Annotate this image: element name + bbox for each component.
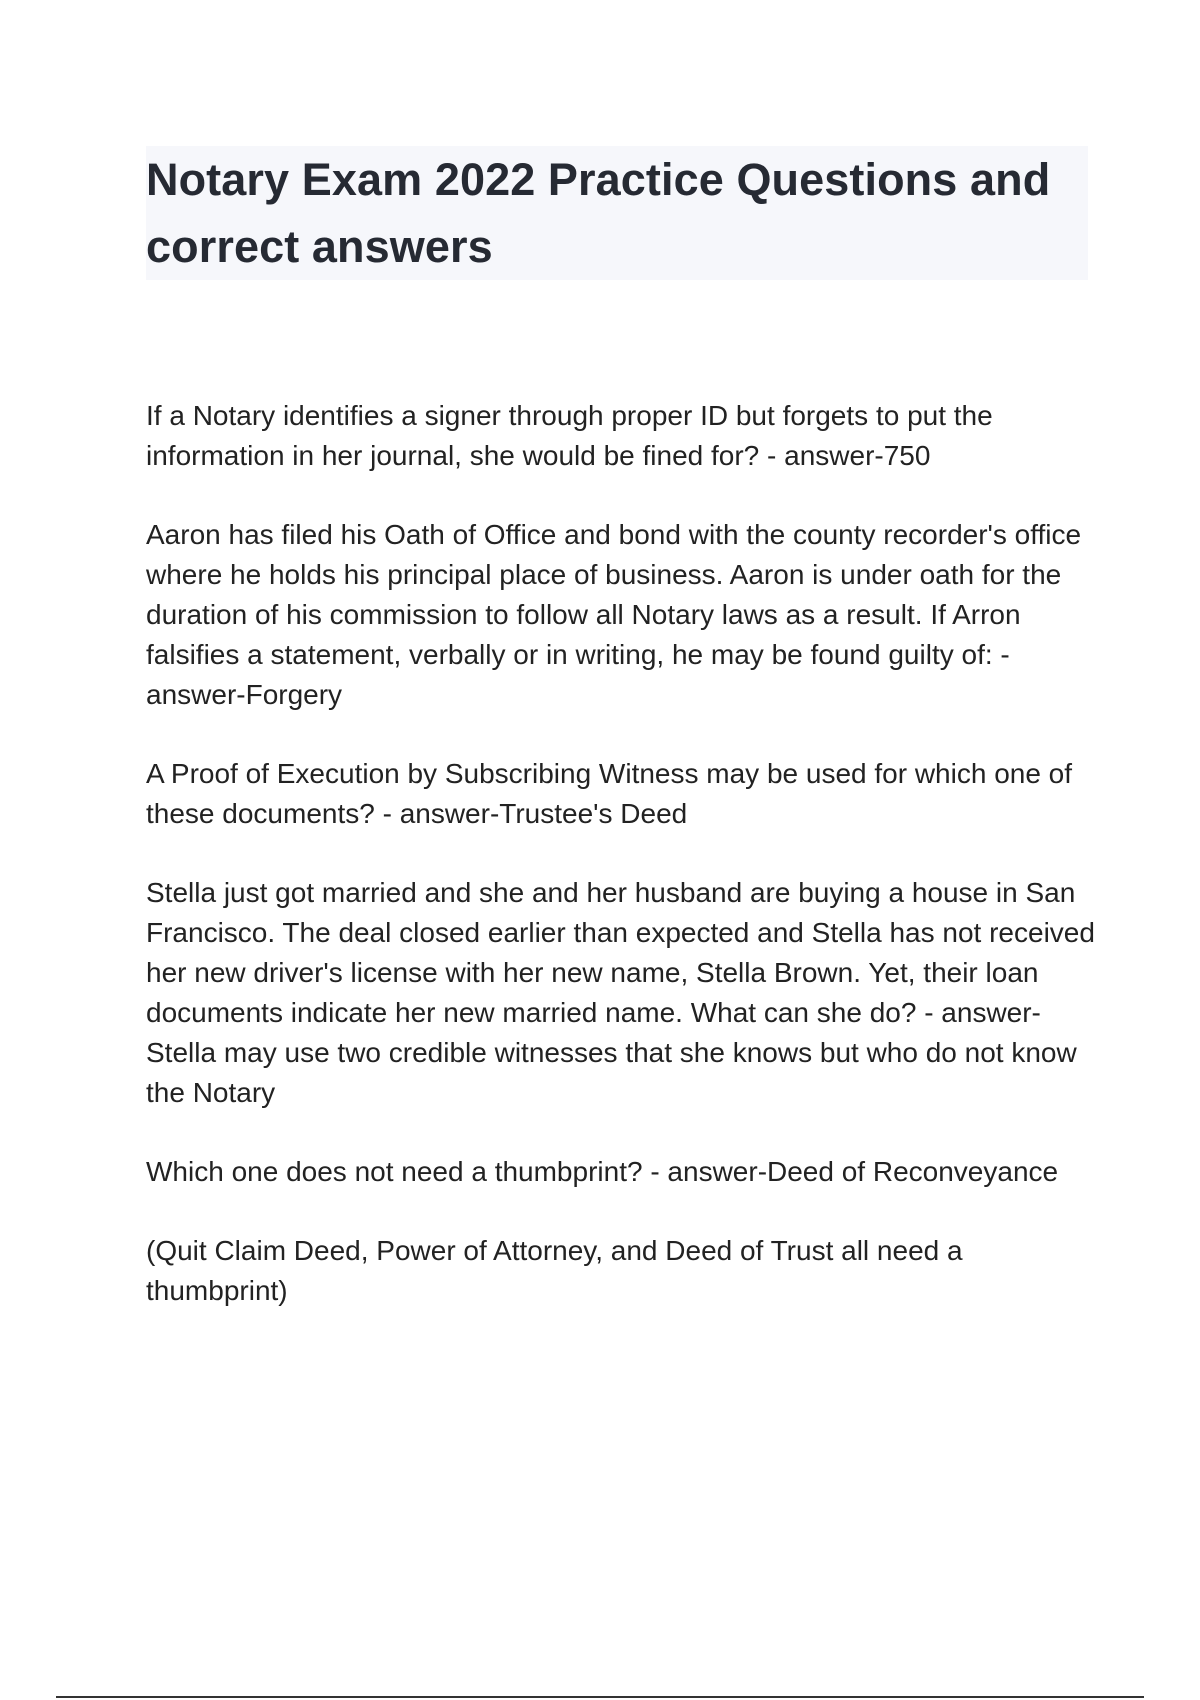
question-item: Stella just got married and she and her husband are buying a house in San Francisco. The deal closed earlier than expected and Stella has not received her new driver's license with her new name, Stella Brown. Yet, their loan documents indicate her new married name. What can she do? - answer-Stella may use two credible witnesses that she knows but who do not know the Notary xyxy=(146,877,1095,1108)
question-item: A Proof of Execution by Subscribing Witness may be used for which one of these documents? - answer-Trustee's Deed xyxy=(146,758,1073,829)
question-item: Aaron has filed his Oath of Office and bond with the county recorder's office where he holds his principal place of business. Aaron is under oath for the duration of his commission to follow all Notary laws as a result. If Arron falsifies a statement, verbally or in writing, he may be found guilty of: - answer-Forgery xyxy=(146,519,1082,710)
page-divider xyxy=(56,1696,1144,1698)
question-item: Which one does not need a thumbprint? - answer-Deed of Reconveyance xyxy=(146,1156,1059,1187)
question-item: If a Notary identifies a signer through proper ID but forgets to put the information in her journal, she would be fined for? - answer-750 xyxy=(146,400,993,471)
question-list xyxy=(146,396,1096,1350)
page-title: Notary Exam 2022 Practice Questions and correct answers xyxy=(146,154,1051,272)
title-block xyxy=(146,146,1088,280)
note-item: (Quit Claim Deed, Power of Attorney, and Deed of Trust all need a thumbprint) xyxy=(146,1235,963,1306)
